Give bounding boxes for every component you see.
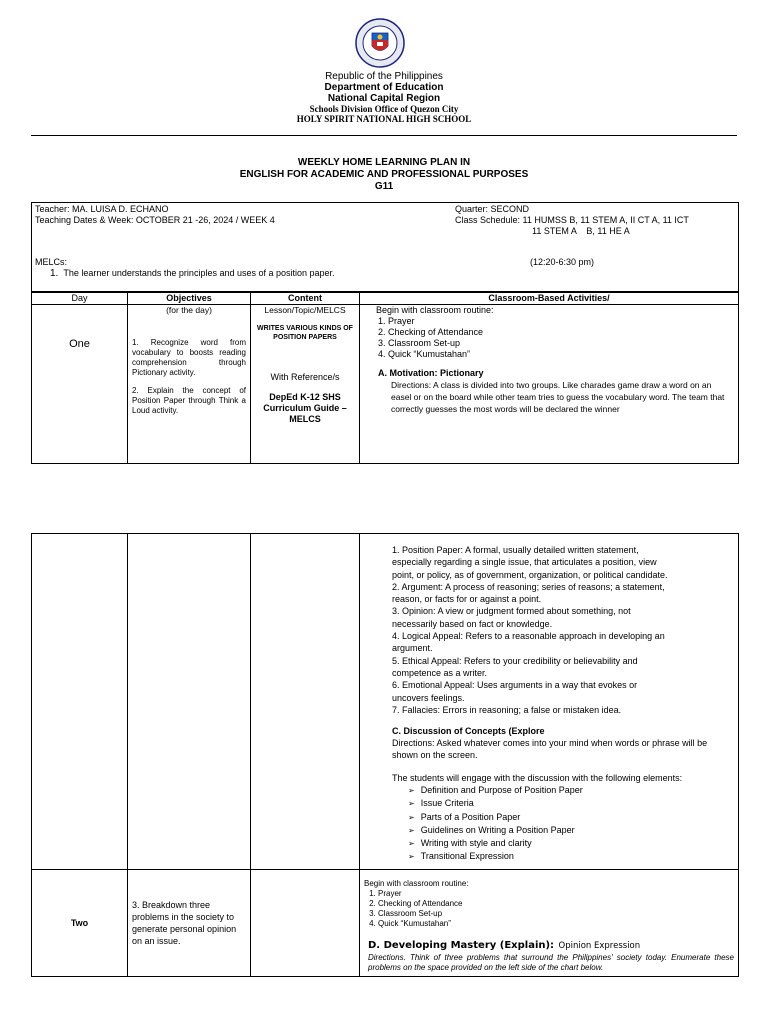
header-region: National Capital Region	[327, 93, 441, 104]
routine-item: 3. Classroom Set-up	[378, 909, 734, 919]
element-item: ➢ Writing with style and clarity	[408, 837, 734, 850]
mastery-heading	[368, 935, 734, 953]
header-republic: Republic of the Philippines	[325, 71, 443, 82]
melc-item: 1. The learner understands the principles and uses of a position paper.	[50, 268, 335, 279]
melcs-label: MELCs:	[35, 257, 68, 267]
routine-item: 1. Prayer	[388, 316, 734, 327]
continued-day-cell	[32, 534, 128, 870]
mastery-title: D. Developing Mastery (Explain):	[368, 940, 555, 951]
routine-item: 1. Prayer	[378, 889, 734, 899]
day-one-activities	[360, 305, 739, 464]
routine-list	[376, 316, 734, 360]
definition-line: 5. Ethical Appeal: Refers to your credibility or believability and	[392, 655, 638, 666]
info-box	[31, 202, 739, 292]
quarter-label: Quarter: SECOND	[455, 204, 530, 214]
obj-for-day: (for the day)	[166, 305, 212, 315]
continued-activities-cell	[360, 534, 739, 870]
day-two-routine-intro: Begin with classroom routine:	[364, 879, 469, 888]
element-item: ➢ Guidelines on Writing a Position Paper	[408, 824, 734, 837]
schedule-time: (12:20-6:30 pm)	[530, 257, 595, 267]
header-division: Schools Division Office of Quezon City	[309, 104, 459, 114]
discussion-intro: The students will engage with the discussion with the following elements:	[392, 773, 683, 784]
day-two-label: Two	[70, 918, 89, 928]
content-topic: WRITES VARIOUS KINDS OF POSITION PAPERS	[257, 325, 353, 341]
definition-line: 2. Argument: A process of reasoning; series of reasons; a statement,	[392, 581, 665, 592]
mastery-directions: Directions. Think of three problems that surround the Philippines' society today. Enumerate these problems on the space provided on the left side of the chart below.	[368, 953, 734, 972]
definition-line: uncovers feelings.	[392, 692, 465, 703]
discussion-elements	[392, 784, 734, 863]
plan-table-day-one	[31, 292, 739, 464]
day-one-objectives	[128, 305, 251, 464]
teacher-label: Teacher: MA. LUISA D. ECHANO	[35, 204, 169, 214]
routine-item: 4. Quick “Kumustahan”	[378, 919, 734, 929]
day-two-activities	[360, 870, 739, 977]
day-two-cell	[32, 870, 128, 977]
definition-line: 6. Emotional Appeal: Uses arguments in a way that evokes or	[392, 680, 638, 691]
day-one-label: One	[69, 338, 90, 350]
definition-line: reason, or facts for or against a point.	[392, 594, 542, 605]
objective-1: 1. Recognize word from vocabulary to boosts reading comprehension through Pictionary activity.	[132, 338, 246, 377]
routine-item: 3. Classroom Set-up	[388, 338, 734, 349]
discussion-directions: Directions: Asked whatever comes into your mind when words or phrase will be shown on the screen.	[392, 738, 708, 761]
header-school: HOLY SPIRIT NATIONAL HIGH SCHOOL	[296, 114, 472, 124]
element-item: ➢ Definition and Purpose of Position Paper	[408, 784, 734, 797]
element-item: ➢ Issue Criteria	[408, 797, 734, 810]
discussion-title: C. Discussion of Concepts (Explore	[392, 726, 545, 737]
day-one-cell	[32, 305, 128, 464]
objective-3: 3. Breakdown three problems in the society to generate personal opinion on an issue.	[132, 900, 237, 946]
routine-item: 2. Checking of Attendance	[388, 327, 734, 338]
continued-content-cell	[251, 534, 360, 870]
definition-line: 4. Logical Appeal: Refers to a reasonable approach in developing an	[392, 631, 665, 642]
col-header-objectives: Objectives	[128, 293, 251, 305]
content-guide: DepEd K-12 SHS Curriculum Guide – MELCS	[263, 392, 347, 424]
plan-table-continued	[31, 533, 739, 977]
deped-seal	[355, 18, 405, 68]
continued-objectives-cell	[128, 534, 251, 870]
definition-line: point, or policy, as of government, organization, or political candidate.	[392, 569, 668, 580]
content-label: Lesson/Topic/MELCS	[264, 305, 346, 315]
class-schedule-2: 11 STEM A B, 11 HE A	[532, 226, 630, 236]
definition-line: necessarily based on fact or knowledge.	[392, 618, 553, 629]
motivation-directions: Directions: A class is divided into two groups. Like charades game draw a word on an easel or on the board while other team tries to guess the vocabulary word. The team that correctly guesses the most words will be declared the winner	[391, 380, 725, 414]
objective-2: 2. Explain the concept of Position Paper through Think a Loud activity.	[132, 386, 246, 415]
content-reference: With Reference/s	[270, 372, 340, 382]
definition-line: 3. Opinion: A view or judgment formed about something, not	[392, 606, 631, 617]
plan-title-line1: WEEKLY HOME LEARNING PLAN IN	[297, 157, 471, 168]
routine-item: 2. Checking of Attendance	[378, 899, 734, 909]
motivation-title: A. Motivation: Pictionary	[378, 368, 484, 378]
definition-line: especially regarding a single issue, that articulates a position, view	[392, 557, 657, 568]
definitions-block	[392, 544, 734, 716]
col-header-day: Day	[32, 293, 128, 305]
mastery-subtitle: Opinion Expression	[558, 941, 641, 951]
definition-line: 7. Fallacies: Errors in reasoning; a false or mistaken idea.	[392, 704, 622, 715]
element-item: ➢ Transitional Expression	[408, 850, 734, 863]
definition-line: argument.	[392, 643, 433, 654]
routine-intro: Begin with classroom routine:	[376, 305, 494, 315]
header-divider	[31, 135, 737, 136]
day-two-routine-list	[364, 889, 734, 929]
plan-title-line3: G11	[374, 181, 394, 192]
teaching-dates: Teaching Dates & Week: OCTOBER 21 -26, 2024 / WEEK 4	[35, 215, 275, 225]
routine-item: 4. Quick “Kumustahan”	[388, 349, 734, 360]
day-two-objectives	[128, 870, 251, 977]
day-two-content	[251, 870, 360, 977]
definition-line: 1. Position Paper: A formal, usually detailed written statement,	[392, 545, 639, 555]
class-schedule: Class Schedule: 11 HUMSS B, 11 STEM A, II CT A, 11 ICT	[455, 215, 689, 225]
element-item: ➢ Parts of a Position Paper	[408, 811, 734, 824]
header-department: Department of Education	[324, 82, 444, 93]
day-one-content	[251, 305, 360, 464]
col-header-content: Content	[251, 293, 360, 305]
plan-title-line2: ENGLISH FOR ACADEMIC AND PROFESSIONAL PURPOSES	[239, 169, 529, 180]
col-header-activities: Classroom-Based Activities/	[360, 293, 739, 305]
definition-line: competence as a writer.	[392, 667, 488, 678]
